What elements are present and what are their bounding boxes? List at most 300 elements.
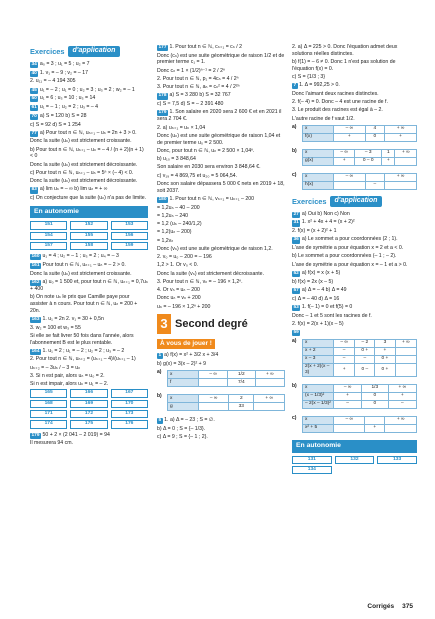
table-cell: – — [365, 181, 384, 189]
answer-text: b) u₁₀ = 3 848,64 — [157, 156, 196, 163]
sign-table — [302, 149, 417, 166]
answer-text: Donc la suite (vₙ) est strictement décroissante. — [157, 270, 265, 277]
table-cell: + — [382, 157, 395, 165]
table-cell — [395, 355, 416, 363]
table-cell: – ∞ — [334, 149, 355, 157]
answer-line — [30, 279, 148, 293]
table-cell: x + 2 — [303, 347, 334, 355]
answer-line — [157, 213, 285, 220]
exercise-number-link: 176 — [111, 420, 148, 428]
table-cell: x — [303, 385, 334, 393]
table-cell: – ∞ — [199, 371, 228, 379]
answer-line — [157, 156, 285, 163]
exercises-banner — [292, 196, 417, 207]
answer-text: 1. Son salaire en 2020 sera 2 600 € et en 2021 il sera 2 704 €. — [157, 109, 282, 123]
table-label: c) — [292, 171, 297, 178]
footer-label: Corrigés — [367, 602, 395, 610]
table-cell — [385, 181, 417, 189]
answer-text: c) S = {1/3 ; 3} — [292, 73, 326, 80]
sign-table-block — [292, 415, 417, 436]
page-number: 375 — [402, 602, 413, 610]
table-cell — [395, 347, 416, 355]
table-cell: + ∞ — [385, 125, 417, 133]
answer-line — [30, 78, 148, 85]
table-cell: 0 — [362, 393, 388, 401]
exercise-number: 27 — [293, 211, 299, 217]
table-cell: + — [334, 157, 355, 165]
answer-text: 2. Pour tout n ∈ ℕ, uₙ₊₂ = (uₙ₊₁ – 4)/(uₙ₊₁ – 1) — [30, 356, 136, 363]
table-label: b) — [292, 147, 297, 154]
page-footer — [367, 603, 413, 611]
answer-line — [157, 254, 285, 261]
answer-text: Donc (uₙ) est une suite géométrique de raison 1,04 et de premier terme u₀ = 2 500. — [157, 132, 281, 146]
answer-text: 1. u₁ = 2 ; u₁ = – 2 ; u₂ = 2 ; u₃ = – 2 — [42, 347, 125, 354]
answer-text: L'autre racine de f vaut 1/2. — [292, 115, 355, 122]
exercises-badge: d'application — [68, 46, 121, 57]
table-row — [168, 403, 285, 411]
table-cell: – — [334, 355, 355, 363]
answer-text: uₙ₊₂ = – 3uₙ / – 3 = uₙ — [30, 364, 81, 371]
answer-text: = 1,2 (uₙ – 240/1,2) — [157, 221, 202, 227]
table-cell: + — [375, 347, 395, 355]
answer-text: 50 + 2 × (2 041 – 2 019) = 94 — [42, 431, 110, 438]
table-cell — [385, 425, 417, 433]
exercise-number: 177 — [158, 45, 167, 50]
answer-text: 1. f(– 1) = 0 et f(5) = 0 — [301, 303, 353, 310]
column-left — [30, 44, 148, 449]
answer-line — [157, 361, 285, 368]
table-cell: – ∞ — [334, 339, 355, 347]
exercise-number-link: 166 — [70, 389, 107, 397]
answer-list — [30, 432, 148, 447]
table-row — [303, 173, 417, 181]
answer-text: = 1,2uₙ – 40 – 200 — [157, 204, 200, 211]
answer-line — [30, 316, 148, 323]
answer-line — [30, 70, 148, 77]
table-cell: + — [334, 133, 366, 141]
table-cell: + ∞ — [254, 395, 285, 403]
answer-line — [157, 246, 285, 253]
exercise-number-link: 133 — [377, 456, 417, 464]
answer-text: 3. Si n est pair, alors uₙ = u₀ = 2. — [30, 372, 105, 379]
table-row — [303, 417, 417, 425]
exercise-number: 50 — [31, 96, 37, 102]
exercise-number: 70 — [31, 113, 37, 119]
exercise-number-link: 168 — [30, 400, 67, 408]
answer-text: Son salaire en 2030 sera environ 3 848,64 €. — [157, 164, 261, 171]
answer-line — [157, 173, 285, 180]
table-cell: 0 – 0 — [355, 157, 382, 165]
exercise-number: 31 — [293, 220, 299, 226]
exercise-number: 57 — [293, 287, 299, 293]
answer-line — [30, 104, 148, 111]
exercise-number: 1 — [158, 353, 162, 359]
table-label: c) — [292, 415, 297, 422]
answer-text: c) S ≈ 7,5 d) S = – 2 391 480 — [157, 101, 224, 108]
table-cell — [255, 379, 284, 387]
exercise-number: 45 — [31, 87, 37, 93]
answer-text: 3. w₂ = 100 et w₃ = 55 — [30, 324, 81, 331]
sign-table — [302, 339, 417, 377]
answer-line — [292, 99, 417, 106]
table-cell: 33 — [229, 403, 254, 411]
answer-text: a) Le sommet a pour coordonnées (2 ; 1). — [301, 236, 398, 243]
exercise-number-grid — [30, 221, 148, 250]
answer-line — [30, 365, 148, 372]
answer-line — [157, 76, 285, 83]
table-cell: + — [385, 133, 417, 141]
exercise-number-link: 172 — [70, 410, 107, 418]
answer-line — [157, 262, 285, 269]
sign-table — [302, 125, 417, 142]
table-cell: f — [168, 379, 199, 387]
table-cell — [199, 379, 228, 387]
answer-line — [30, 348, 148, 355]
answer-list — [157, 44, 285, 310]
answer-list — [30, 253, 148, 388]
answer-text: c) On conjecture que la suite (uₙ) n'a pas de limite. — [30, 195, 147, 202]
answer-list — [157, 417, 285, 441]
exercise-number-link: 155 — [70, 232, 107, 240]
answer-text: 1. Δ = 992,25 > 0. — [299, 82, 340, 89]
exercise-number: 5 — [158, 418, 162, 424]
answer-line — [157, 181, 285, 194]
table-cell: 7/4 — [228, 379, 255, 387]
table-cell — [365, 173, 384, 181]
exercises-title: Exercices — [292, 196, 327, 206]
answer-line — [30, 170, 148, 177]
answer-line — [157, 417, 285, 424]
table-cell: x — [168, 395, 199, 403]
table-cell: 0 – — [355, 363, 375, 376]
table-cell: – ∞ — [199, 395, 229, 403]
table-cell: g(x) — [303, 157, 334, 165]
answer-text: b) Pour tout n ∈ ℕ, uₙ₊₁ – uₙ = – 4 / (n + 2)(n + 1) < 0 — [30, 146, 144, 160]
answer-text: b) f(1) = – 6 ≠ 0. Donc 1 n'est pas solution de l'équation f(x) = 0. — [292, 58, 396, 72]
answer-text: c) Pour tout n ∈ ℕ, uₙ₊₁ – uₙ = 5ⁿ × (– 4) < 0. — [30, 169, 134, 176]
exercise-number-link: 132 — [335, 456, 375, 464]
answer-line — [30, 95, 148, 102]
answer-text: a) S = 120 b) S = 28 — [39, 112, 87, 119]
answer-text: 1. v₁ = – 9 ; v₂ = – 17 — [39, 69, 89, 76]
autonomy-banner: En autonomie — [292, 440, 417, 453]
table-cell: x — [303, 173, 334, 181]
exercise-number-link: 134 — [292, 466, 332, 474]
table-cell: + ∞ — [385, 173, 417, 181]
answer-text: a) u₀ = 1 500 et, pour tout n ∈ ℕ, uₙ₊₁ = 0,7uₙ + 400 — [30, 278, 148, 293]
exercise-number-link: 131 — [292, 456, 332, 464]
table-cell: f(x) — [303, 133, 334, 141]
answer-line — [292, 219, 417, 226]
answer-line — [292, 107, 417, 114]
table-row — [303, 149, 417, 157]
answer-line — [30, 294, 148, 314]
exercise-number-grid — [30, 389, 148, 428]
table-cell — [334, 425, 365, 433]
answer-line — [292, 228, 417, 235]
autonomy-banner: En autonomie — [30, 206, 148, 219]
answer-text: 3. Le produit des racines est égal à – 2. — [292, 107, 383, 114]
answer-line — [157, 133, 285, 146]
answer-text: Donc son salaire dépassera 5 000 € nets en 2019 + 18, soit 2037. — [157, 180, 285, 194]
table-cell: + ∞ — [255, 371, 284, 379]
exercise-number-link: 152 — [70, 221, 107, 229]
table-cell: h(x) — [303, 181, 334, 189]
table-cell: x² + 5 — [303, 425, 334, 433]
answer-text: c) Δ = – 40 d) Δ = 16 — [292, 295, 340, 302]
answer-line — [157, 53, 285, 66]
answer-line — [30, 432, 148, 439]
table-row — [303, 339, 417, 347]
exercise-number-link: 175 — [70, 420, 107, 428]
answer-list — [292, 211, 417, 328]
answer-line — [30, 195, 148, 202]
answer-line — [30, 271, 148, 278]
table-row — [303, 133, 417, 141]
answer-line — [157, 229, 285, 236]
exercise-number: 53 — [293, 304, 299, 310]
answer-text: a) lim uₙ = – ∞ b) lim uₙ = + ∞ — [39, 186, 108, 193]
exercise-number-link: 171 — [30, 410, 67, 418]
answer-text: c) Δ = 9 ; S = {– 1 ; 2}. — [157, 434, 208, 441]
answer-line — [157, 92, 285, 99]
answer-text: Si elle se fait livrer 50 fois dans l'année, alors l'abonnement B est le plus rentable. — [30, 332, 134, 346]
variation-table-block — [157, 369, 285, 390]
table-cell: – ∞ — [334, 125, 366, 133]
answer-text: 2. a) uₙ₊₁ = uₙ × 1,04 — [157, 124, 206, 131]
sign-table-block — [292, 338, 417, 380]
answer-text: Donc – 1 et 5 sont les racines de f. — [292, 312, 372, 319]
answer-line — [30, 381, 148, 388]
variation-table — [167, 370, 285, 387]
table-cell: + — [388, 393, 416, 401]
exercise-number-link: 158 — [70, 242, 107, 250]
answer-line — [292, 287, 417, 294]
table-cell — [365, 417, 385, 425]
answer-text: 2. v₀ = u₀ – 200 = – 196 — [157, 254, 212, 260]
exercise-number-link: 156 — [111, 232, 148, 240]
answer-list — [30, 61, 148, 202]
exercise-number-link: 169 — [70, 400, 107, 408]
answer-line — [292, 296, 417, 303]
table-cell — [199, 403, 229, 411]
answer-line — [30, 373, 148, 380]
answer-text: 3. Pour tout n ∈ ℕ, aₙ = cₙ² = 4 / 2²ⁿ — [157, 84, 240, 91]
answer-text: Si n est impair, alors uₙ = u₁ = – 2. — [30, 381, 109, 388]
sign-tables — [292, 124, 417, 193]
table-cell: 1/3 — [362, 385, 388, 393]
table-row — [303, 125, 417, 133]
answer-line — [157, 221, 285, 228]
table-row — [303, 181, 417, 189]
answer-text: u₁ = 6 ; u₃ = 10 ; u₃ = 14 — [39, 95, 96, 102]
answer-line — [292, 304, 417, 311]
answer-list — [292, 44, 417, 122]
answer-text: u₁ = 4 ; u₂ = – 1 ; u₃ = 2 ; u₄ = – 3 — [42, 253, 119, 260]
answer-line — [292, 321, 417, 328]
answer-line — [30, 147, 148, 160]
answer-line — [157, 44, 285, 51]
answer-line — [30, 178, 148, 185]
answer-text: = 1,2(uₙ – 200) — [157, 229, 192, 236]
table-cell: 0 — [362, 401, 388, 409]
answer-text: 3. Pour tout n ∈ ℕ, vₙ = – 196 × 1,2ⁿ. — [157, 278, 243, 285]
answer-line — [30, 186, 148, 193]
table-cell: – 2 — [355, 339, 375, 347]
answer-line — [157, 279, 285, 286]
answer-text: b) g(x) = 3(x – 2)² + 9 — [157, 361, 207, 368]
exercise-number: 83 — [31, 187, 37, 193]
answer-line — [292, 245, 417, 252]
table-cell: + ∞ — [395, 339, 416, 347]
answer-text: 1. a) Δ = – 23 ; S = ∅. — [164, 417, 215, 424]
table-label: b) — [292, 383, 297, 390]
answer-text: Donc, pour tout n ∈ ℕ, uₙ = 2 500 × 1,04ⁿ. — [157, 147, 255, 154]
answer-line — [30, 113, 148, 120]
sign-table — [302, 384, 417, 409]
table-cell: 3 — [375, 339, 395, 347]
sign-table — [302, 173, 417, 190]
exercise-number: 34 — [31, 61, 37, 67]
answer-line — [292, 74, 417, 81]
answer-line — [30, 162, 148, 169]
table-cell: – — [334, 401, 362, 409]
sign-table-block — [292, 124, 417, 145]
table-cell: – ∞ — [334, 417, 365, 425]
answer-line — [157, 125, 285, 132]
answer-text: L'axe de symétrie a pour équation x = 2 et a < 0. — [292, 245, 404, 252]
exercise-number: 59 — [293, 330, 299, 336]
answer-text: Donc la suite (uₙ) est strictement croissante. — [30, 270, 132, 277]
answer-line — [292, 313, 417, 320]
table-row — [303, 425, 417, 433]
answer-line — [30, 262, 148, 269]
table-cell: 0 + — [355, 347, 375, 355]
answer-line — [30, 356, 148, 363]
table-label: a) — [292, 123, 297, 130]
table-cell: – ∞ — [334, 385, 362, 393]
answer-text: Donc la suite (uₙ) est strictement décroissante. — [30, 178, 138, 185]
answer-line — [157, 304, 285, 311]
answer-line — [157, 238, 285, 245]
exercise-number: 178 — [158, 93, 167, 99]
table-cell: x — [303, 125, 334, 133]
table-row — [303, 347, 417, 355]
answer-line — [157, 205, 285, 212]
table-row — [303, 401, 417, 409]
answer-line — [292, 116, 417, 123]
answer-text: Donc la suite (uₙ) est strictement décroissante. — [30, 161, 138, 168]
answer-line — [157, 271, 285, 278]
exercise-number-link: 165 — [30, 389, 67, 397]
answer-text: 1. u₁ = 2n 2. v₁ = 30 + 0,5n — [42, 315, 104, 322]
table-cell: – — [355, 355, 375, 363]
table-row — [303, 363, 417, 376]
table-cell: 0 + — [375, 363, 395, 376]
table-cell: 2 — [229, 395, 254, 403]
table-cell: 0 — [365, 133, 384, 141]
answer-text: 1. Pour tout n ∈ ℕ, cₙ₊₁ = cₙ / 2 — [169, 44, 243, 50]
answer-text: = 1,2vₙ — [157, 237, 174, 244]
table-cell: (x – 1/3)² — [303, 393, 334, 401]
table-cell: – ∞ — [334, 173, 366, 181]
answer-text: c) v₁₉ = 4 869,75 et u₂₀ = 5 064,54. — [157, 172, 238, 179]
exercise-number-link: 153 — [111, 221, 148, 229]
exercise-number: 161 — [31, 262, 40, 268]
table-cell: 1/2 — [228, 371, 255, 379]
answer-line — [30, 440, 148, 447]
variation-tables — [157, 369, 285, 414]
table-cell: 0 + — [375, 355, 395, 363]
table-cell: x — [303, 339, 334, 347]
answer-line — [157, 352, 285, 359]
answer-text: a) f(x) = x (x + 5) — [301, 269, 341, 276]
table-row — [168, 395, 285, 403]
table-cell — [395, 157, 417, 165]
answer-line — [292, 82, 417, 89]
answer-text: Donc uₙ = vₙ + 200 — [157, 295, 201, 302]
exercises-badge: d'application — [330, 196, 383, 207]
answer-line — [157, 68, 285, 75]
chapter-title: Second degré — [175, 318, 248, 331]
table-cell: + ∞ — [385, 417, 417, 425]
exercise-number-grid — [292, 456, 417, 475]
exercises-title: Exercices — [30, 46, 65, 56]
answer-line — [292, 211, 417, 218]
table-cell: x – 3 — [303, 355, 334, 363]
answer-list — [157, 352, 285, 367]
table-cell: 4 — [365, 125, 384, 133]
answer-line — [292, 236, 417, 243]
column-right — [292, 44, 417, 477]
exercise-number: 179 — [31, 432, 40, 438]
answer-line — [30, 130, 148, 137]
sign-table-block — [292, 172, 417, 193]
table-row — [168, 371, 285, 379]
sign-table-block — [292, 383, 417, 412]
answer-text: a) Δ = – 4 b) Δ = 49 — [301, 286, 347, 293]
answer-text: Il mesurera 94 cm. — [30, 440, 73, 447]
answer-line — [30, 325, 148, 332]
exercise-number: 180 — [158, 196, 167, 202]
answer-text: 1,2 > 1. Or v₀ < 0. — [157, 262, 199, 269]
exercise-number-link: 157 — [30, 242, 67, 250]
exercise-number-link: 173 — [111, 410, 148, 418]
exercise-number-link: 174 — [30, 420, 67, 428]
answer-line — [292, 329, 417, 336]
table-cell — [334, 181, 366, 189]
exercise-number-link: 170 — [111, 400, 148, 408]
answer-line — [30, 122, 148, 129]
table-cell: + — [334, 393, 362, 401]
answer-text: = 1,2uₙ – 240 — [157, 212, 189, 219]
table-cell: – 3 — [355, 149, 382, 157]
answer-line — [292, 44, 417, 57]
answer-text: u₁ = – 1 ; u₂ = 2 ; u₃ = – 4 — [39, 104, 99, 111]
answer-text: u₁ = – 2 ; u₁ = 0 ; u₂ = 3 ; u₃ = 2 ; w₂ = – 1 — [39, 86, 135, 93]
answer-text: 2. f(– 4) = 0. Donc – 4 est une racine de f. — [292, 99, 388, 106]
answer-text: Donc (vₙ) est une suite géométrique de raison 1,2. — [157, 245, 273, 252]
table-cell: – 2(x – 1/3)² — [303, 401, 334, 409]
answer-text: b) Δ = 0 ; S = {– 1/3}. — [157, 426, 206, 433]
chapter-header — [157, 314, 285, 334]
answer-line — [157, 434, 285, 441]
table-label: a) — [157, 369, 162, 376]
answer-line — [157, 109, 285, 123]
answer-line — [292, 279, 417, 286]
exercise-number-link: 167 — [111, 389, 148, 397]
answer-text: Donc l'aimant deux racines distinctes. — [292, 90, 379, 97]
